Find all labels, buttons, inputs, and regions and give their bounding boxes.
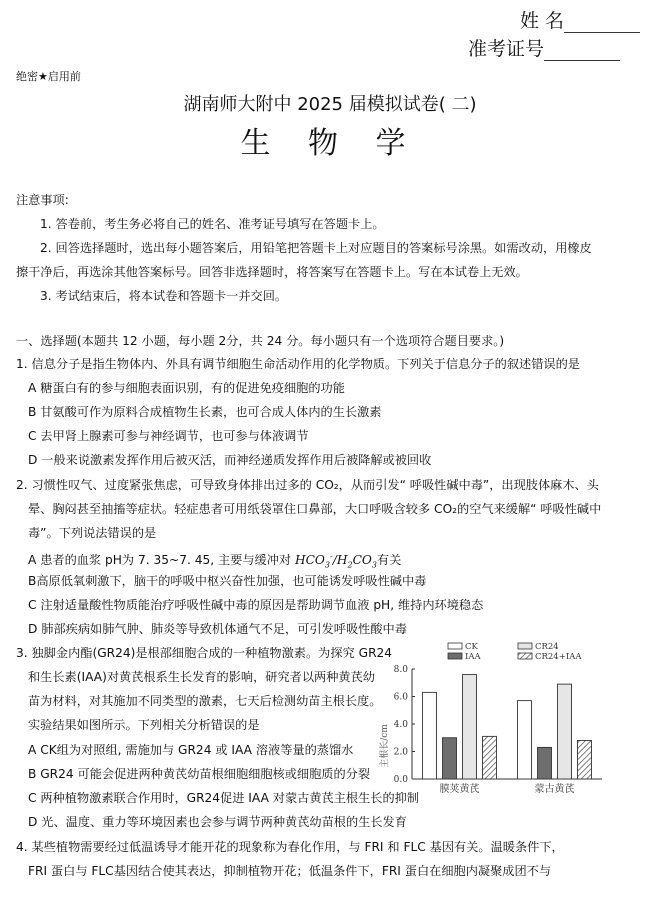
bar-ck xyxy=(518,701,532,779)
notes-heading: 注意事项: xyxy=(16,193,69,207)
formula-sup: - xyxy=(330,552,333,561)
y-axis-label: 主根长/cm xyxy=(380,724,390,768)
bar-cr24-iaa xyxy=(578,741,592,780)
bar-chart xyxy=(378,642,608,802)
q1-stem: 1. 信息分子是指生物体内、外具有调节细胞生命活动作用的化学物质。下列关于信息分子的叙述错误的是 xyxy=(16,357,580,371)
q3-stem-line: 实验结果如图所示。下列相关分析错误的是 xyxy=(28,718,260,732)
q3-option-d[interactable]: D 光、温度、重力等环境因素也会参与调节两种黄芪幼苗根的生长发育 xyxy=(28,815,407,829)
id-blank[interactable] xyxy=(544,42,620,61)
q2-option-c[interactable]: C 注射适量酸性物质能治疗呼吸性碱中毒的原因是帮助调节血液 pH, 维持内环境稳态 xyxy=(28,598,484,612)
section-heading: 一、选择题(本题共 12 小题，每小题 2分，共 24 分。每小题只有一个选项符合题目要求。) xyxy=(16,334,505,348)
q2-option-a[interactable] xyxy=(28,549,401,574)
id-field xyxy=(468,34,620,61)
legend-swatch xyxy=(518,643,532,649)
note-item: 1. 答卷前，考生务必将自己的姓名、准考证号填写在答题卡上。 xyxy=(40,217,385,231)
formula-sub: 3 xyxy=(371,560,377,570)
legend-swatch xyxy=(448,643,462,649)
legend-label: CR24 xyxy=(535,642,559,652)
formula-slash: / xyxy=(332,553,337,568)
q3-stem-line: 和生长素(IAA)对黄芪根系生长发育的影响，研究者以两种黄芪幼 xyxy=(28,670,375,684)
q2-formula-bicarbonate xyxy=(294,552,333,570)
q2-stem-line: 毒”。下列说法错误的是 xyxy=(28,526,157,540)
bar-cr24 xyxy=(558,684,572,779)
x-category-label: 膜荚黄芪 xyxy=(439,784,480,795)
legend-label: IAA xyxy=(465,652,481,662)
formula-co: CO xyxy=(352,553,372,568)
bar-cr24 xyxy=(463,675,477,780)
legend-swatch xyxy=(448,653,462,659)
y-tick-label: 0.0 xyxy=(393,775,408,785)
formula-sub: 2 xyxy=(347,560,353,570)
q2-option-d[interactable]: D 肺部疾病如肺气肿、肺炎等导致机体通气不足，可引发呼吸性酸中毒 xyxy=(28,622,407,636)
id-label: 准考证号 xyxy=(468,38,545,60)
bar-iaa xyxy=(443,738,457,779)
formula-hco: HCO xyxy=(294,553,325,568)
y-tick-label: 4.0 xyxy=(393,720,408,730)
bar-cr24-iaa xyxy=(483,736,497,779)
q1-option-d[interactable]: D 一般来说激素发挥作用后被灭活，而神经递质发挥作用后被降解或被回收 xyxy=(28,453,432,467)
x-category-label: 蒙古黄芪 xyxy=(534,784,575,795)
legend-label: CR24+IAA xyxy=(535,652,582,662)
subject-title: 生 物 学 xyxy=(240,126,420,161)
formula-h: H xyxy=(336,553,348,568)
secret-label: 绝密★启用前 xyxy=(16,70,81,83)
q3-option-a[interactable]: A CK组为对照组, 需施加与 GR24 或 IAA 溶液等量的蒸馏水 xyxy=(28,743,354,757)
q4-stem-line: 4. 某些植物需要经过低温诱导才能开花的现象称为春化作用，与 FRI 和 FLC 基因有关。温暖条件下， xyxy=(16,840,564,854)
note-item: 擦干净后，再选涂其他答案标号。回答非选择题时，将答案写在答题卡上。写在本试卷上无效。 xyxy=(16,265,528,279)
legend-label: CK xyxy=(465,642,478,652)
chart-bars xyxy=(423,675,592,780)
y-tick-label: 2.0 xyxy=(393,747,408,758)
q1-option-a[interactable]: A 糖蛋白有的参与细胞表面识别，有的促进免疫细胞的功能 xyxy=(28,381,345,395)
name-field xyxy=(520,6,640,33)
q2-option-b[interactable]: B高原低氧刺激下，脑干的呼吸中枢兴奋性加强，也可能诱发呼吸性碱中毒 xyxy=(28,574,427,588)
y-tick-label: 6.0 xyxy=(393,692,408,703)
legend-swatch xyxy=(518,653,532,659)
q2-option-a-suffix: 有关 xyxy=(376,553,402,568)
bar-iaa xyxy=(538,747,552,779)
q3-option-c[interactable]: C 两种植物激素联合作用时，GR24促进 IAA 对蒙古黄芪主根生长的抑制 xyxy=(28,791,420,805)
q2-option-a-prefix: A 患者的血浆 pH为 7. 35~7. 45, 主要与缓冲对 xyxy=(28,553,292,568)
note-item: 2. 回答选择题时，选出每小题答案后，用铅笔把答题卡上对应题目的答案标号涂黑。如需改动，用橡皮 xyxy=(40,241,592,255)
name-label: 姓 名 xyxy=(520,10,565,32)
q3-option-b[interactable]: B GR24 可能会促进两种黄芪幼苗根细胞细胞核或细胞质的分裂 xyxy=(28,767,371,781)
q2-stem-line: 2. 习惯性叹气、过度紧张焦虑，可导致身体排出过多的 CO₂，从而引发“ 呼吸性碱中毒”，出现肢体麻木、头 xyxy=(16,478,599,492)
formula-sub: 3 xyxy=(324,560,331,570)
q3-stem-line: 苗为材料，对其施加不同类型的激素，七天后检测幼苗主根长度。 xyxy=(28,694,382,708)
y-tick-label: 8.0 xyxy=(393,665,408,675)
q1-option-b[interactable]: B 甘氨酸可作为原料合成植物生长素，也可合成人体内的生长激素 xyxy=(28,405,382,419)
name-blank[interactable] xyxy=(564,14,640,33)
school-title: 湖南师大附中 2025 届模拟试卷( 二) xyxy=(183,94,477,115)
chart-legend xyxy=(448,642,582,662)
q3-stem-line: 3. 独脚金内酯(GR24)是根部细胞合成的一种植物激素。为探究 GR24 xyxy=(16,646,393,660)
q1-option-c[interactable]: C 去甲肾上腺素可参与神经调节，也可参与体液调节 xyxy=(28,429,309,443)
q4-stem-line: FRI 蛋白与 FLC基因结合使其表达，抑制植物开花；低温条件下，FRI 蛋白在细胞内凝聚成团不与 xyxy=(28,864,552,878)
note-item: 3. 考试结束后，将本试卷和答题卡一并交回。 xyxy=(40,289,288,303)
q2-formula-carbonic xyxy=(336,553,377,570)
bar-ck xyxy=(423,692,437,779)
q2-stem-line: 晕、胸闷甚至抽搐等症状。轻症患者可用纸袋罩住口鼻部，大口呼吸含较多 CO₂的空气来缓解“ 呼吸性碱中 xyxy=(28,502,602,516)
